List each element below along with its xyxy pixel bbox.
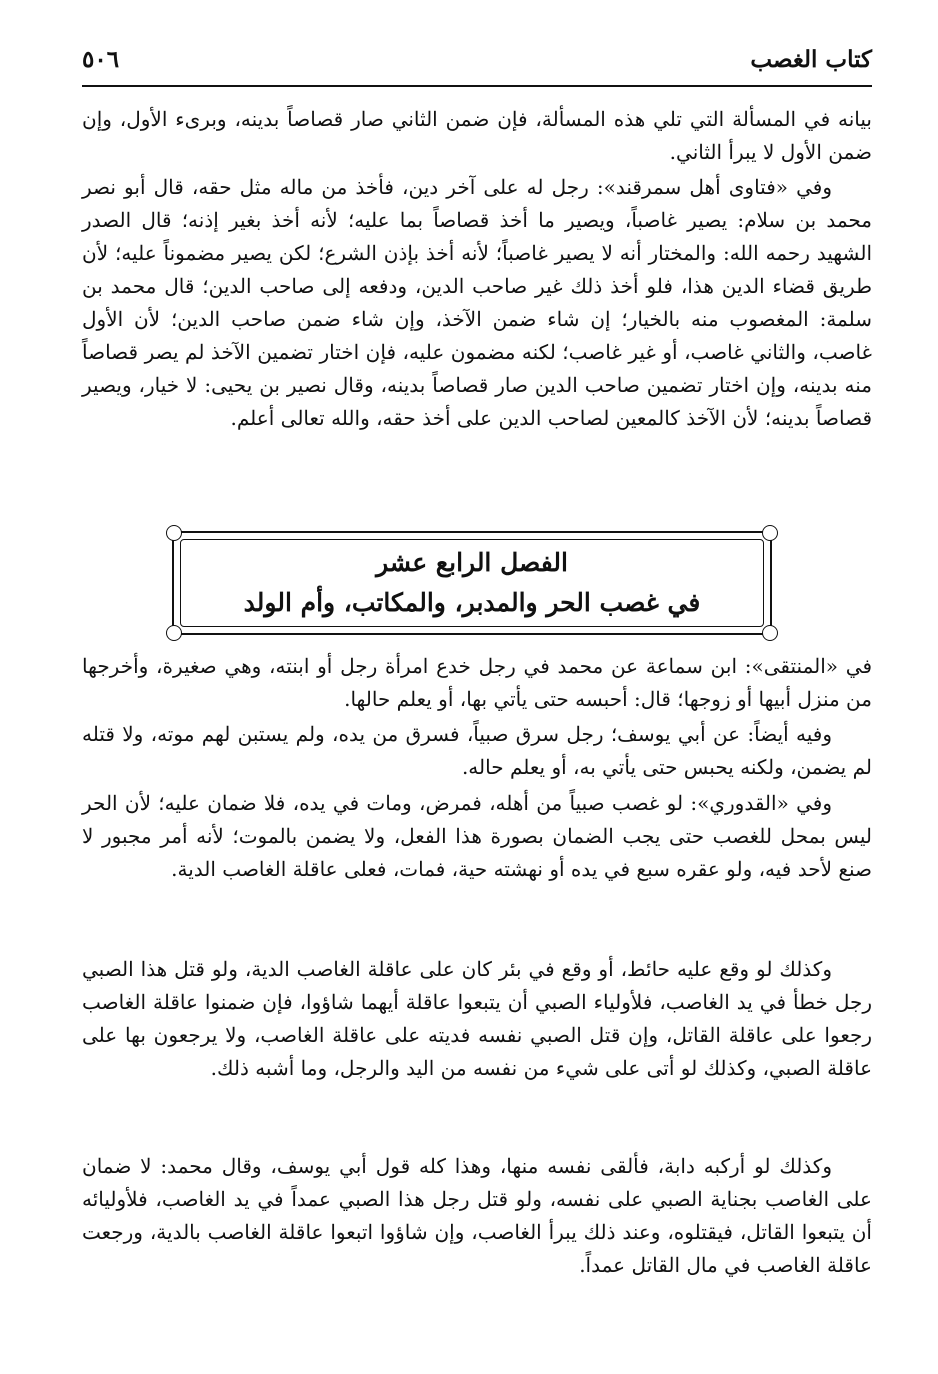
page-number: ٥٠٦	[82, 46, 120, 73]
header-rule	[82, 85, 872, 87]
chapter-heading-frame	[172, 531, 772, 635]
paragraph-5-text: وفي «القدوري»: لو غصب صبياً من أهله، فمرض، ومات في يده، فلا ضمان عليه؛ لأن الحر ليس بمحل للغصب حتى يجب الضمان بصورة هذا الفعل، ولا يضمن بالموت؛ لأنه أمر مجبور لا صنع لأحد فيه، ولو عقره سبع في يده أو نهشته حية، فمات، فعلى عاقلة الغاصب الدية.	[82, 791, 872, 881]
frame-corner-ornament	[762, 625, 778, 641]
paragraph-7-text: وكذلك لو أركبه دابة، فألقى نفسه منها، وهذا كله قول أبي يوسف، وقال محمد: لا ضمان على الغاصب بجناية الصبي على نفسه، ولو قتل رجل هذا الصبي عمداً في يد الغاصب، فلأوليائه أن يتبعوا القاتل، فيقتلوه، وعند ذلك يبرأ الغاصب، وإن شاؤوا اتبعوا عاقلة الغاصب بالدية، ورجعت عاقلة الغاصب في مال القاتل عمداً.	[82, 1154, 872, 1277]
paragraph-2-text: وفي «فتاوى أهل سمرقند»: رجل له على آخر دين، فأخذ من ماله مثل حقه، قال أبو نصر محمد بن سلام: يصير غاصباً، ويصير ما أخذ قصاصاً بما عليه؛ لأنه أخذ بغير إذنه؛ قال الصدر الشهيد رحمه الله: والمختار أنه لا يصير غاصباً؛ لأنه أخذ بإذن الشرع؛ لكن يصير مضموناً عليه؛ لأن طريق قضاء الدين هذا، فلو أخذ ذلك غير صاحب الدين، ودفعه إلى صاحب الدين؛ قال محمد بن سلمة: المغصوب منه بالخيار؛ إن شاء ضمن الآخذ، وإن شاء ضمن صاحب الدين؛ لأن الأول غاصب، والثاني غاصب، أو غير غاصب؛ لكنه مضمون عليه، فإن اختار تضمين الآخذ لم يصر قصاصاً منه بدينه، وإن اختار تضمين صاحب الدين صار قصاصاً بدينه، وقال نصير بن يحيى: لا خيار، ويصير قصاصاً بدينه؛ لأن الآخذ كالمعين لصاحب الدين على أخذ حقه، والله تعالى أعلم.	[82, 175, 872, 430]
paragraph-6	[82, 953, 872, 1085]
frame-corner-ornament	[166, 625, 182, 641]
paragraph-7	[82, 1150, 872, 1282]
running-header-title: كتاب الغصب	[750, 46, 872, 73]
paragraph-5	[82, 787, 872, 886]
frame-corner-ornament	[762, 525, 778, 541]
paragraph-3	[82, 650, 872, 716]
paragraph-4	[82, 718, 872, 784]
running-header	[82, 42, 872, 82]
paragraph-3-text: في «المنتقى»: ابن سماعة عن محمد في رجل خدع امرأة رجل أو ابنته، وهي صغيرة، وأخرجها من منزل أبيها أو زوجها؛ قال: أحبسه حتى يأتي بها، أو يعلم حالها.	[82, 654, 872, 711]
chapter-title: الفصل الرابع عشر	[376, 548, 568, 577]
frame-corner-ornament	[166, 525, 182, 541]
paragraph-4-text: وفيه أيضاً: عن أبي يوسف؛ رجل سرق صبياً، فسرق من يده، ولم يستبن لهم موته، ولا قتله لم يضمن، ولكنه يحبس حتى يأتي به، أو يعلم حاله.	[82, 722, 872, 779]
paragraph-1-text: بيانه في المسألة التي تلي هذه المسألة، فإن ضمن الثاني صار قصاصاً بدينه، وبرىء الأول، وإن ضمن الأول لا يبرأ الثاني.	[82, 107, 872, 164]
chapter-subtitle: في غصب الحر والمدبر، والمكاتب، وأم الولد	[243, 588, 701, 617]
paragraph-1	[82, 103, 872, 169]
paragraph-6-text: وكذلك لو وقع عليه حائط، أو وقع في بئر كان على عاقلة الغاصب الدية، ولو قتل هذا الصبي رجل خطأ في يد الغاصب، فلأولياء الصبي أن يتبعوا عاقلة أيهما شاؤوا، فإن ضمنوا عاقلة الغاصب رجعوا على عاقلة القاتل، وإن قتل الصبي نفسه فديته على عاقلة الغاصب، ولا يرجعون بها على عاقلة الصبي، وكذلك لو أتى على شيء من نفسه من اليد والرجل، وما أشبه ذلك.	[82, 957, 872, 1080]
paragraph-2	[82, 171, 872, 435]
